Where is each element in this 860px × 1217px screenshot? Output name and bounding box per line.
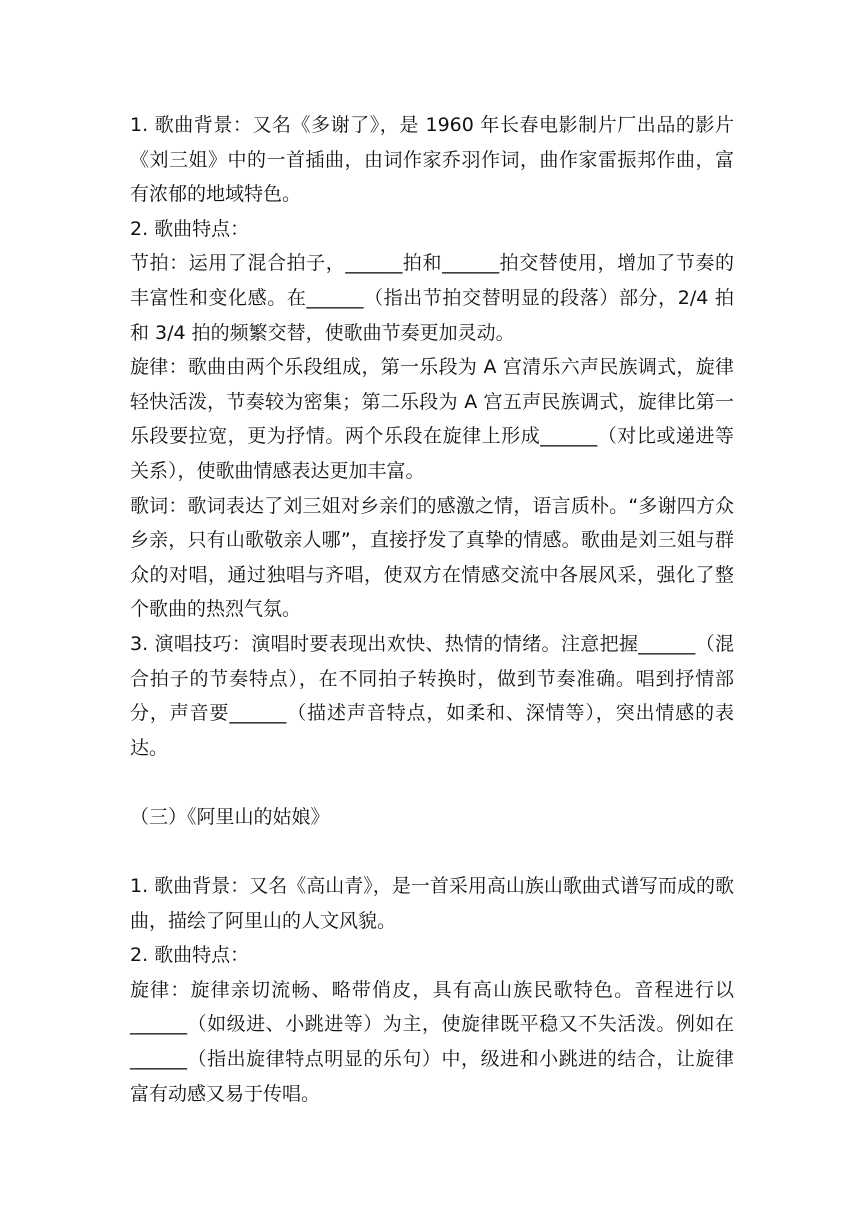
paragraph-song-features-heading-1: 2. 歌曲特点： [130,217,250,240]
paragraph-singing-technique: 3. 演唱技巧：演唱时要表现出欢快、热情的情绪。注意把握______（混合拍子的节奏特点），在不同拍子转换时，做到节奏准确。唱到抒情部分，声音要______（描述声音特点，如柔和、深情等），突出情感的表达。 [130,632,734,759]
paragraph-song-background-1: 1. 歌曲背景：又名《多谢了》，是 1960 年长春电影制片厂出品的影片《刘三姐》中的一首插曲，由词作家乔羽作词，曲作家雷振邦作曲，富有浓郁的地域特色。 [130,114,734,206]
paragraph-song-background-2: 1. 歌曲背景：又名《高山青》，是一首采用高山族山歌曲式谱写而成的歌曲，描绘了阿里山的人文风貌。 [130,875,734,932]
document-page [130,108,734,1111]
spacer [130,834,734,869]
section-heading-alishan: （三）《阿里山的姑娘》 [130,805,330,828]
spacer [130,765,734,800]
paragraph-melody-1: 旋律：歌曲由两个乐段组成，第一乐段为 A 宫清乐六声民族调式，旋律轻快活泼，节奏较为密集；第二乐段为 A 宫五声民族调式，旋律比第一乐段要拉宽，更为抒情。两个乐段在旋律上形成______（对比或递进等关系），使歌曲情感表达更加丰富。 [130,356,734,482]
paragraph-song-features-heading-2: 2. 歌曲特点： [130,944,250,967]
paragraph-meter: 节拍：运用了混合拍子，______拍和______拍交替使用，增加了节奏的丰富性和变化感。在______（指出节拍交替明显的段落）部分，2/4 拍和 3/4 拍的频繁交替，使歌曲节奏更加灵动。 [130,252,734,344]
paragraph-lyrics: 歌词：歌词表达了刘三姐对乡亲们的感激之情，语言质朴。“多谢四方众乡亲，只有山歌敬亲人哪”，直接抒发了真挚的情感。歌曲是刘三姐与群众的对唱，通过独唱与齐唱，使双方在情感交流中各展风采，强化了整个歌曲的热烈气氛。 [130,494,734,621]
paragraph-melody-2: 旋律：旋律亲切流畅、略带俏皮，具有高山族民歌特色。音程进行以______（如级进、小跳进等）为主，使旋律既平稳又不失活泼。例如在______（指出旋律特点明显的乐句）中，级进和小跳进的结合，让旋律富有动感又易于传唱。 [130,978,734,1105]
